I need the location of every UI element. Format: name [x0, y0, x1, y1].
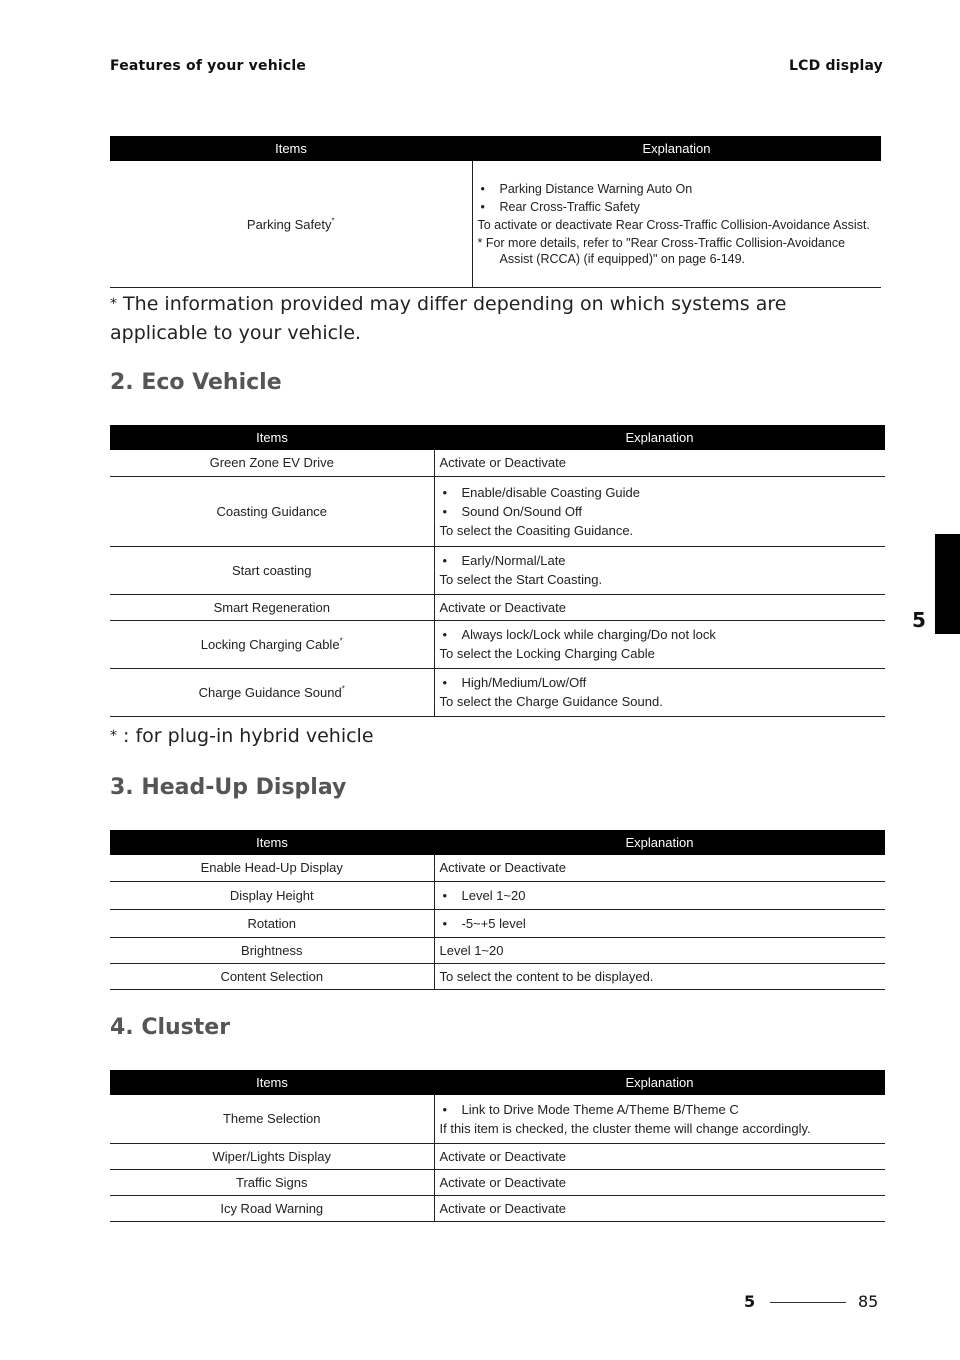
row-item: Enable Head-Up Display	[110, 855, 434, 881]
table-row	[110, 937, 885, 963]
bullet-item: • Parking Distance Warning Auto On	[478, 181, 877, 197]
chapter-side-number: 5	[912, 608, 926, 632]
head-up-display-table	[110, 830, 885, 990]
item-label: Parking Safety	[246, 216, 332, 232]
column-header-explanation: Explanation	[472, 136, 881, 161]
table-row	[110, 881, 885, 909]
row-item: Coasting Guidance	[110, 476, 434, 546]
row-explanation: Level 1~20	[434, 937, 885, 963]
row-explanation	[434, 668, 885, 716]
cluster-table	[110, 1070, 885, 1222]
footnote-text: : for plug-in hybrid vehicle	[123, 725, 374, 747]
row-explanation	[434, 546, 885, 594]
section-title-eco-vehicle: 2. Eco Vehicle	[110, 370, 282, 395]
systems-footnote	[110, 290, 880, 348]
row-explanation: Activate or Deactivate	[434, 1195, 885, 1221]
explanation-text: If this item is checked, the cluster theme will change accordingly.	[439, 1120, 811, 1136]
column-header-explanation: Explanation	[434, 425, 885, 450]
row-explanation: Activate or Deactivate	[434, 1143, 885, 1169]
table-row	[110, 1143, 885, 1169]
bullet-item: • Rear Cross-Traffic Safety	[478, 199, 877, 215]
row-item	[110, 668, 434, 716]
column-header-items: Items	[110, 425, 434, 450]
bullet-item: • Early/Normal/Late	[440, 552, 881, 569]
column-header-items: Items	[110, 1070, 434, 1095]
row-explanation	[434, 881, 885, 909]
bullet-item: • Sound On/Sound Off	[440, 503, 881, 520]
bullet-item: • Link to Drive Mode Theme A/Theme B/Theme C	[440, 1101, 881, 1118]
row-item: Brightness	[110, 937, 434, 963]
item-label: Charge Guidance Sound	[198, 684, 342, 700]
row-item: Icy Road Warning	[110, 1195, 434, 1221]
footer-chapter-number: 5	[744, 1292, 756, 1311]
table-row	[110, 546, 885, 594]
explanation-text: To select the Locking Charging Cable	[439, 646, 655, 661]
row-explanation	[434, 620, 885, 668]
table-header-row	[110, 830, 885, 855]
table-row	[110, 594, 885, 620]
table-row	[110, 476, 885, 546]
row-explanation: Activate or Deactivate	[434, 594, 885, 620]
reference-note: * For more details, refer to "Rear Cross-Traffic Collision-Avoidance Assist (RCCA) (if equipped)" on page 6-149.	[477, 236, 846, 266]
explanation-text: To select the Charge Guidance Sound.	[439, 694, 663, 709]
footer-page-number: 85	[858, 1292, 879, 1311]
column-header-explanation: Explanation	[434, 830, 885, 855]
bullet-item: • Always lock/Lock while charging/Do not lock	[440, 626, 881, 643]
table-header-row	[110, 425, 885, 450]
row-item	[110, 620, 434, 668]
footnote-star: *	[110, 728, 117, 744]
row-explanation	[434, 1095, 885, 1143]
explanation-text: To activate or deactivate Rear Cross-Traffic Collision-Avoidance Assist.	[477, 218, 870, 232]
row-item: Theme Selection	[110, 1095, 434, 1143]
table-row	[110, 1195, 885, 1221]
footnote-mark: *	[341, 684, 345, 694]
footer-divider	[770, 1302, 846, 1303]
table-row	[110, 161, 881, 288]
row-item: Rotation	[110, 909, 434, 937]
row-item: Wiper/Lights Display	[110, 1143, 434, 1169]
row-item: Traffic Signs	[110, 1169, 434, 1195]
row-item: Start coasting	[110, 546, 434, 594]
row-item	[110, 161, 472, 288]
row-item: Smart Regeneration	[110, 594, 434, 620]
section-title-head-up-display: 3. Head-Up Display	[110, 775, 347, 800]
column-header-items: Items	[110, 830, 434, 855]
row-explanation: Activate or Deactivate	[434, 855, 885, 881]
parking-safety-table	[110, 136, 881, 288]
row-explanation	[434, 909, 885, 937]
item-label: Locking Charging Cable	[200, 636, 340, 652]
table-row	[110, 909, 885, 937]
row-explanation: Activate or Deactivate	[434, 1169, 885, 1195]
eco-vehicle-table	[110, 425, 885, 717]
table-row	[110, 963, 885, 989]
footnote-text: The information provided may differ depending on which systems are applicable to your vehicle.	[110, 293, 787, 344]
table-header-row	[110, 1070, 885, 1095]
explanation-text: To select the Start Coasting.	[439, 572, 603, 587]
table-row	[110, 668, 885, 716]
plug-in-hybrid-footnote	[110, 722, 374, 751]
row-item: Content Selection	[110, 963, 434, 989]
explanation-text: To select the Coasiting Guidance.	[439, 522, 634, 538]
table-row	[110, 450, 885, 476]
bullet-item: • Enable/disable Coasting Guide	[440, 484, 881, 501]
bullet-item: • Level 1~20	[440, 887, 881, 904]
row-explanation	[434, 476, 885, 546]
column-header-explanation: Explanation	[434, 1070, 885, 1095]
row-item: Green Zone EV Drive	[110, 450, 434, 476]
table-row	[110, 1095, 885, 1143]
chapter-side-tab	[935, 534, 960, 634]
footnote-star: *	[110, 296, 117, 312]
bullet-item: • -5~+5 level	[440, 915, 881, 932]
footnote-mark: *	[339, 636, 343, 646]
column-header-items: Items	[110, 136, 472, 161]
table-row	[110, 620, 885, 668]
running-header-section: Features of your vehicle	[110, 58, 307, 74]
table-row	[110, 1169, 885, 1195]
row-explanation: Activate or Deactivate	[434, 450, 885, 476]
running-header-topic: LCD display	[788, 58, 883, 74]
row-explanation: To select the content to be displayed.	[434, 963, 885, 989]
section-title-cluster: 4. Cluster	[110, 1015, 231, 1040]
bullet-item: • High/Medium/Low/Off	[440, 674, 881, 691]
row-item: Display Height	[110, 881, 434, 909]
table-header-row	[110, 136, 881, 161]
footnote-mark: *	[331, 216, 335, 226]
row-explanation	[472, 161, 881, 288]
table-row	[110, 855, 885, 881]
